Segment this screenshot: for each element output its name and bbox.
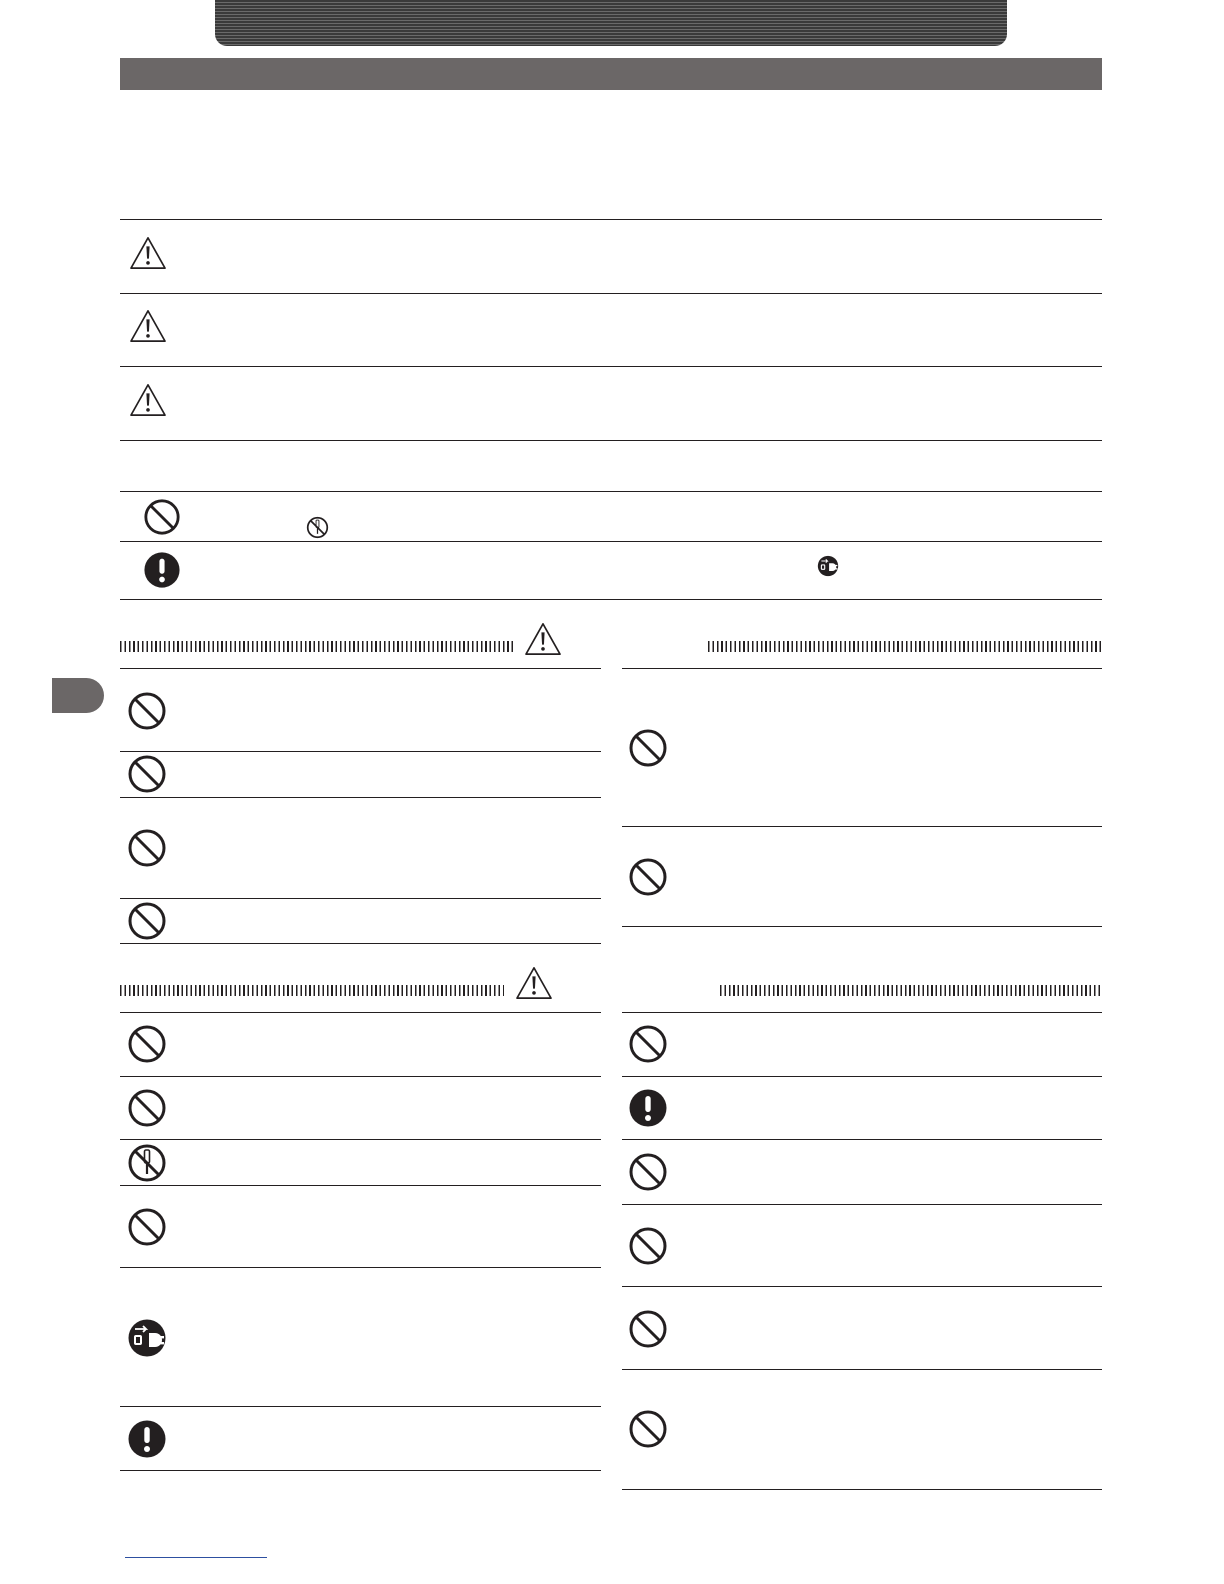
list-rule (622, 1286, 1102, 1287)
hazard-table-bottom-rule (120, 440, 1102, 441)
list-rule (120, 751, 601, 752)
unplug-icon (817, 555, 839, 577)
warning-triangle-icon (129, 236, 167, 270)
section-heading-stripe (120, 641, 515, 652)
prohibition-icon (628, 728, 668, 768)
list-rule (622, 926, 1102, 927)
list-rule (120, 1076, 601, 1077)
do-not-disassemble-icon (306, 516, 329, 539)
prohibition-icon (628, 1152, 668, 1192)
warning-triangle-icon (524, 622, 562, 656)
hazard-table-rule (120, 293, 1102, 294)
prohibition-icon (628, 1409, 668, 1449)
warning-triangle-icon (129, 309, 167, 343)
prohibition-icon (628, 1309, 668, 1349)
prohibition-icon (143, 498, 181, 536)
prohibition-icon (127, 754, 167, 794)
list-rule (622, 1012, 1102, 1013)
list-rule (120, 1470, 601, 1471)
mandatory-action-icon (127, 1419, 167, 1459)
prohibition-icon (127, 901, 167, 941)
header-band (215, 0, 1007, 46)
hazard-table-top-rule (120, 219, 1102, 220)
list-rule (622, 1076, 1102, 1077)
mandatory-action-icon (628, 1088, 668, 1128)
list-rule (120, 1267, 601, 1268)
list-rule (622, 1369, 1102, 1370)
list-rule (622, 668, 1102, 669)
mandatory-action-icon (143, 551, 181, 589)
section-heading-stripe (720, 985, 1102, 996)
legend-table-bottom-rule (120, 599, 1102, 600)
prohibition-icon (628, 857, 668, 897)
list-rule (120, 797, 601, 798)
section-heading-stripe (708, 641, 1102, 652)
section-heading-stripe (120, 985, 504, 996)
list-rule (120, 1139, 601, 1140)
prohibition-icon (127, 828, 167, 868)
unplug-icon (127, 1318, 167, 1358)
hazard-table-rule (120, 366, 1102, 367)
list-rule (120, 1406, 601, 1407)
prohibition-icon (127, 1207, 167, 1247)
prohibition-icon (127, 691, 167, 731)
do-not-disassemble-icon (127, 1143, 167, 1183)
chapter-side-tab (52, 678, 104, 713)
legend-table-top-rule (120, 491, 1102, 492)
prohibition-icon (628, 1024, 668, 1064)
warning-triangle-icon (129, 383, 167, 417)
prohibition-icon (628, 1226, 668, 1266)
prohibition-icon (127, 1024, 167, 1064)
list-rule (622, 1204, 1102, 1205)
section-title-bar (120, 58, 1102, 90)
list-rule (120, 898, 601, 899)
list-rule (120, 668, 601, 669)
footer-link-underline[interactable] (125, 1557, 267, 1558)
prohibition-icon (127, 1088, 167, 1128)
list-rule (622, 826, 1102, 827)
warning-triangle-icon (515, 966, 553, 1000)
legend-table-rule (120, 541, 1102, 542)
list-rule (120, 1012, 601, 1013)
list-rule (120, 943, 601, 944)
list-rule (622, 1489, 1102, 1490)
list-rule (120, 1185, 601, 1186)
list-rule (622, 1139, 1102, 1140)
